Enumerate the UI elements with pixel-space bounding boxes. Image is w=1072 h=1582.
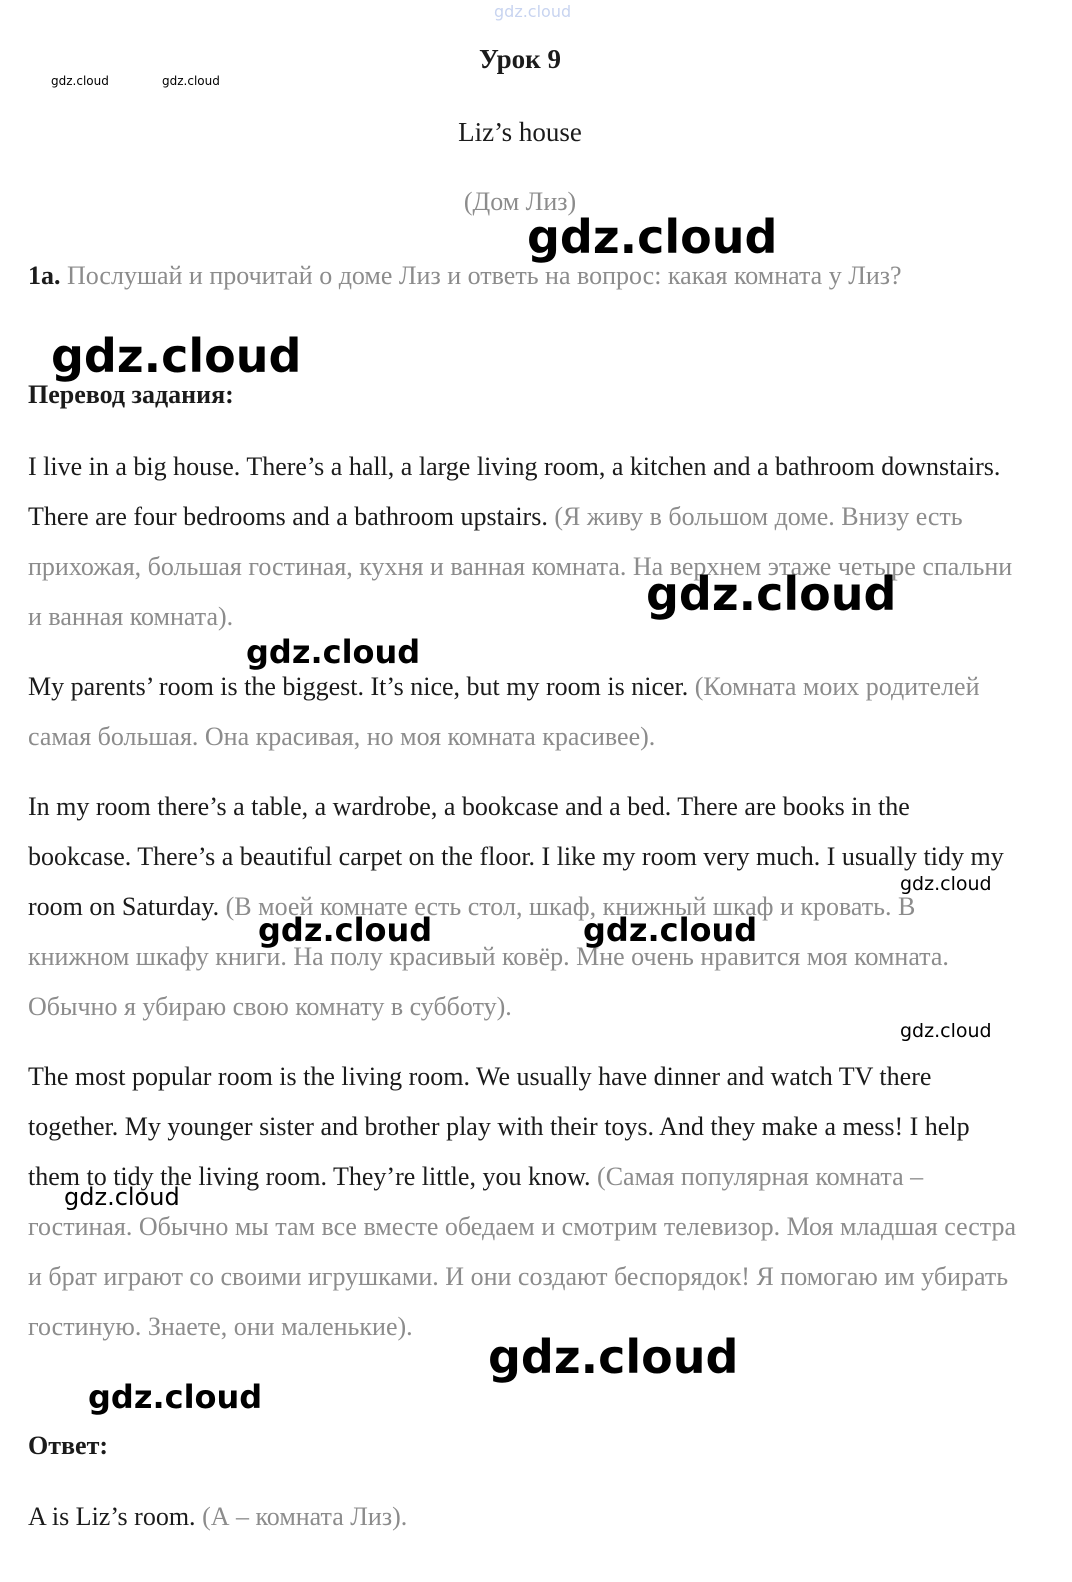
paragraph-english: In my room there’s a table, a wardrobe, a bookcase and a bed. There are books in the bookcase. There’s a beautiful carpet on the floor. I like my room very much. I usually tidy my room on Saturday. bbox=[28, 792, 1004, 921]
watermark: gdz.cloud bbox=[258, 911, 433, 949]
watermark: gdz.cloud bbox=[162, 74, 220, 88]
paragraph-russian: (Я живу в большом доме. Внизу есть прихожая, большая гостиная, кухня и ванная комната. На верхнем этаже четыре спальни и ванная комната). bbox=[28, 502, 1013, 631]
watermark: gdz.cloud bbox=[900, 873, 992, 895]
answer-label: Ответ: bbox=[28, 1431, 109, 1460]
paragraph-russian: (Самая популярная комната – гостиная. Обычно мы там все вместе обедаем и смотрим телевизор. Моя младшая сестра и брат играют со своими игрушками. И они создают беспорядок! Я помогаю им убирать гостиную. Знаете, они маленькие). bbox=[28, 1162, 1017, 1341]
paragraph-russian: (В моей комнате есть стол, шкаф, книжный шкаф и кровать. В книжном шкафу книги. На полу красивый ковёр. Мне очень нравится моя комната. Обычно я убираю свою комнату в субботу). bbox=[28, 892, 949, 1021]
paragraph-english: The most popular room is the living room. We usually have dinner and watch TV there together. My younger sister and brother play with their toys. And they make a mess! I help them to tidy the living room. They’re little, you know. bbox=[28, 1062, 970, 1191]
lesson-title: Урок 9 bbox=[479, 44, 561, 74]
watermark: gdz.cloud bbox=[51, 74, 109, 88]
watermark: gdz.cloud bbox=[246, 633, 421, 671]
paragraph-english: My parents’ room is the biggest. It’s nice, but my room is nicer. bbox=[28, 672, 689, 701]
paragraph-russian: (Комната моих родителей самая большая. Она красивая, но моя комната красивее). bbox=[28, 672, 980, 751]
watermark: gdz.cloud bbox=[900, 1020, 992, 1042]
lesson-subtitle: Liz’s house bbox=[458, 117, 582, 147]
watermark: gdz.cloud bbox=[646, 567, 897, 621]
task-question bbox=[28, 251, 1018, 300]
watermark: gdz.cloud bbox=[64, 1183, 180, 1211]
watermark: gdz.cloud bbox=[488, 1330, 739, 1384]
watermark: gdz.cloud bbox=[494, 2, 572, 21]
watermark: gdz.cloud bbox=[51, 329, 302, 383]
paragraph bbox=[28, 782, 1018, 1032]
paragraph-english: I live in a big house. There’s a hall, a large living room, a kitchen and a bathroom downstairs. There are four bedrooms and a bathroom upstairs. bbox=[28, 452, 1001, 531]
translation-label: Перевод задания: bbox=[28, 380, 234, 409]
watermark: gdz.cloud bbox=[527, 210, 778, 264]
answer-english: A is Liz’s room. bbox=[28, 1502, 196, 1531]
task-number: 1a. bbox=[28, 261, 61, 290]
answer-russian: (А – комната Лиз). bbox=[202, 1502, 408, 1531]
watermark: gdz.cloud bbox=[88, 1378, 263, 1416]
lesson-subtitle-translation: (Дом Лиз) bbox=[463, 187, 577, 216]
answer-text bbox=[28, 1492, 1018, 1542]
task-text: Послушай и прочитай о доме Лиз и ответь на вопрос: какая комната у Лиз? bbox=[67, 261, 902, 290]
paragraph bbox=[28, 662, 1018, 762]
watermark: gdz.cloud bbox=[583, 911, 758, 949]
